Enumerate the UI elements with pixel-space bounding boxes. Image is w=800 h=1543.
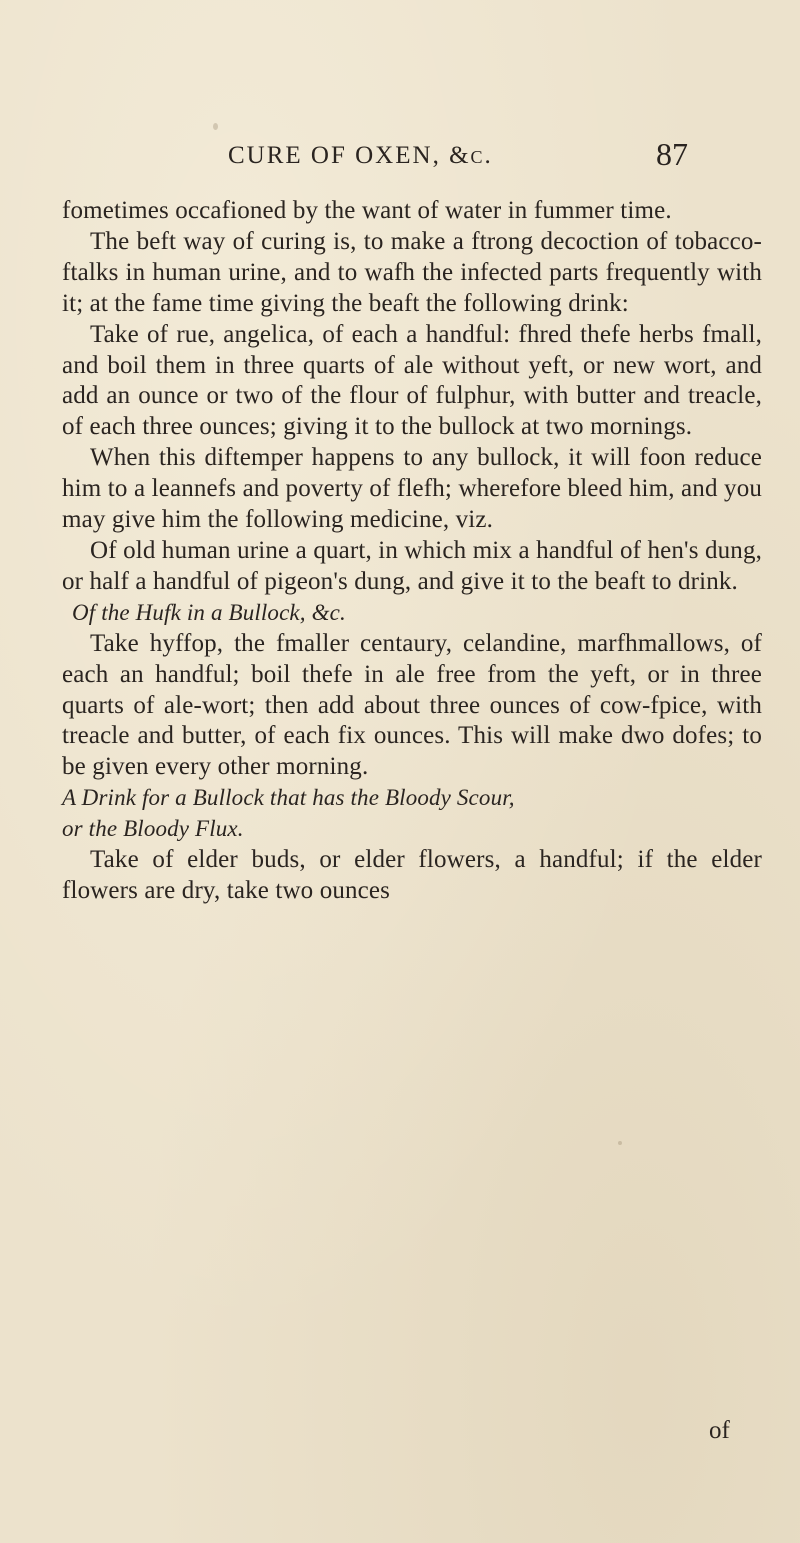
section-heading-hufk: Of the Hufk in a Bullock, &c. [72, 599, 346, 625]
paper-blemish [618, 1141, 622, 1145]
running-head-title: CURE OF OXEN, &c. [228, 142, 493, 169]
paper-blemish [213, 123, 218, 130]
body-text [62, 196, 762, 907]
paragraph-rue-recipe: Take of rue, angelica, of each a handful: fhred thefe herbs fmall, and boil them in three quarts of ale without yeft, or new wort, and add an ounce or two of the flour of fulphur, with butter and treacle, of each three ounces; giving it to the bullock at two mornings. [62, 320, 762, 441]
running-head [228, 136, 688, 180]
paragraph-distemper: When this diftemper happens to any bullock, it will foon reduce him to a leannefs and poverty of flefh; wherefore bleed him, and you may give him the following medicine, viz. [62, 444, 762, 534]
catchword: of [709, 1417, 730, 1444]
paragraph-urine-recipe: Of old human urine a quart, in which mix a handful of hen's dung, or half a handful of pigeon's dung, and give it to the beaft to drink. [62, 536, 762, 595]
paragraph-hyffop-recipe: Take hyffop, the fmaller centaury, celandine, marfhmallows, of each an handful; boil thefe in ale free from the yeft, or in three quarts of ale-wort; then add about three ounces of cow-fpice, with treacle and butter, of each fix ounces. This will make dwo dofes; to be given every other morning. [62, 629, 762, 781]
section-heading-drink-line1: A Drink for a Bullock that has the Bloody Scour, [62, 785, 515, 811]
paragraph-elder-recipe: Take of elder buds, or elder flowers, a handful; if the elder flowers are dry, take two ounces [62, 846, 762, 904]
section-heading-drink [62, 783, 762, 845]
page-number: 87 [656, 136, 688, 172]
section-heading-drink-line2: or the Bloody Flux. [62, 816, 244, 842]
paragraph-continuation: fometimes occafioned by the want of water in fummer time. [62, 197, 672, 224]
paragraph-best-way: The beft way of curing is, to make a ftrong decoction of tobacco-ftalks in human urine, and to wafh the infected parts frequently with it; at the fame time giving the beaft the following drink: [62, 227, 762, 317]
